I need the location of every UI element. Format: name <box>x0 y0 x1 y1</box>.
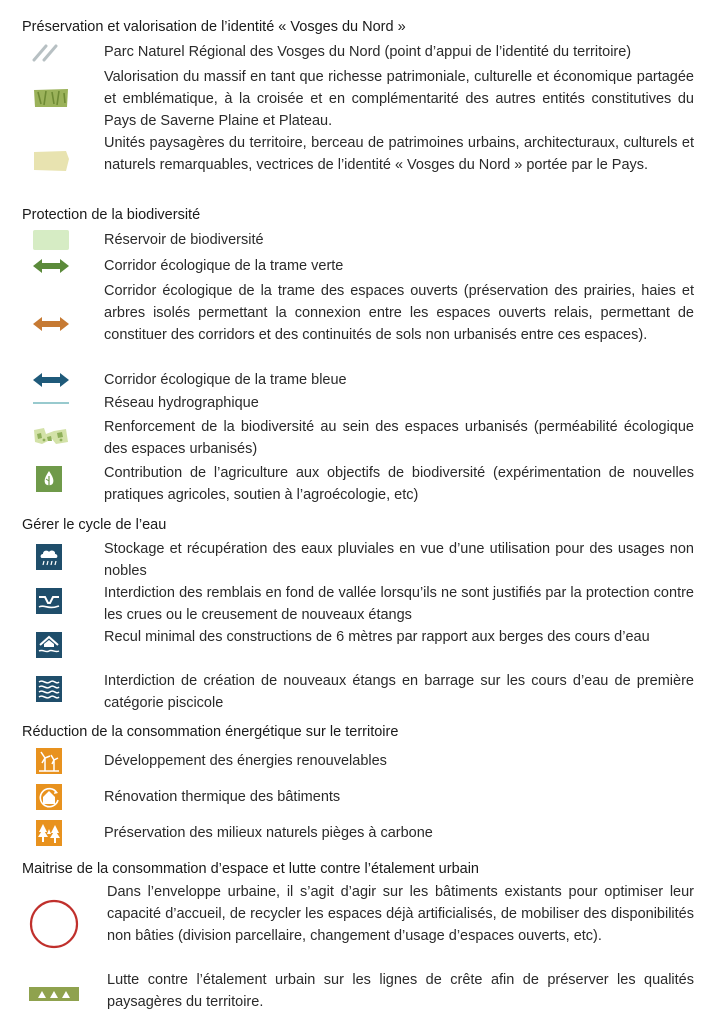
legend-text-carbone: Préservation des milieux naturels pièges à carbone <box>104 825 433 841</box>
legend-text-espaces-ouverts: Corridor écologique de la trame des espaces ouverts (préservation des prairies, haies et arbres isolés permettant la connexion entre les espaces ouverts relais, permettant de constituer des corridors et des continuités de sols non urbanisés entre ces espaces). <box>104 283 694 343</box>
house-river-icon <box>36 632 62 658</box>
waves-icon <box>36 676 62 702</box>
legend-text-cretes: Lutte contre l’étalement urbain sur les lignes de crête afin de préserver les qualités paysagères du territoire. <box>107 972 694 1010</box>
section-title-biodiversite: Protection de la biodiversité <box>22 207 201 223</box>
green-double-arrow-icon <box>32 258 70 274</box>
urban-green-pattern-icon <box>32 425 70 447</box>
leaf-drop-icon <box>36 466 62 492</box>
legend-text-energies: Développement des énergies renouvelables <box>104 753 387 769</box>
thin-line-icon <box>32 400 70 406</box>
legend-text-hydro: Réseau hydrographique <box>104 395 259 411</box>
wind-turbine-icon <box>36 748 62 774</box>
light-green-swatch-icon <box>32 229 70 251</box>
section-title-eau: Gérer le cycle de l’eau <box>22 517 167 533</box>
legend-text-renovation: Rénovation thermique des bâtiments <box>104 789 341 805</box>
legend-text-urbanises: Renforcement de la biodiversité au sein des espaces urbanisés (perméabilité écologique des espaces urbanisés) <box>104 419 694 457</box>
rain-cloud-icon <box>36 544 62 570</box>
section-title-identite: Préservation et valorisation de l’identité « Vosges du Nord » <box>22 19 406 35</box>
section-title-espace: Maitrise de la consommation d’espace et lutte contre l’étalement urbain <box>22 861 479 877</box>
legend-text-pluviales: Stockage et récupération des eaux pluviales en vue d’une utilisation pour des usages non nobles <box>104 541 694 579</box>
red-circle-icon <box>28 898 80 950</box>
legend-text-etangs: Interdiction de création de nouveaux étangs en barrage sur les cours d’eau de première catégorie piscicole <box>104 673 694 711</box>
legend-text-trame-verte: Corridor écologique de la trame verte <box>104 258 344 274</box>
valley-icon <box>36 588 62 614</box>
ridge-line-icon <box>28 986 80 1002</box>
legend-text-enveloppe: Dans l’enveloppe urbaine, il s’agit d’agir sur les bâtiments existants pour optimiser leur capacité d’accueil, de recycler les espaces déjà artificialisés, de mobiliser des disponibilités non bâties (division parcellaire, changement d’usage d’espaces ouverts, etc). <box>107 884 694 944</box>
green-texture-swatch-icon <box>32 88 70 108</box>
legend-text-agriculture: Contribution de l’agriculture aux objectifs de biodiversité (expérimentation de nouvelles pratiques agricoles, soutien à l’agroécologie, etc) <box>104 465 694 503</box>
legend-text-remblais: Interdiction des remblais en fond de vallée lorsqu’ils ne sont justifiés par la protection contre les crues ou le creusement de nouveaux étangs <box>104 585 694 623</box>
house-renovation-icon <box>36 784 62 810</box>
orange-double-arrow-icon <box>32 316 70 332</box>
legend-text-unites: Unités paysagères du territoire, berceau de patrimoines urbains, architecturaux, culturels et naturels remarquables, vectrices de l’identité « Vosges du Nord » portée par le Pays. <box>104 135 694 173</box>
hatched-lines-icon <box>30 44 70 62</box>
beige-swatch-icon <box>32 150 70 172</box>
legend-text-reservoir: Réservoir de biodiversité <box>104 232 264 248</box>
legend-text-parc: Parc Naturel Régional des Vosges du Nord (point d’appui de l’identité du territoire) <box>104 44 632 60</box>
trees-icon <box>36 820 62 846</box>
legend-text-massif: Valorisation du massif en tant que richesse patrimoniale, culturelle et économique partagée et emblématique, à la croisée et en complémentarité des autres entités constitutives du Pays de Saverne Plaine et Plateau. <box>104 69 694 129</box>
legend-text-recul: Recul minimal des constructions de 6 mètres par rapport aux berges des cours d’eau <box>104 629 650 645</box>
legend-text-trame-bleue: Corridor écologique de la trame bleue <box>104 372 347 388</box>
section-title-energie: Réduction de la consommation énergétique sur le territoire <box>22 724 399 740</box>
blue-double-arrow-icon <box>32 372 70 388</box>
